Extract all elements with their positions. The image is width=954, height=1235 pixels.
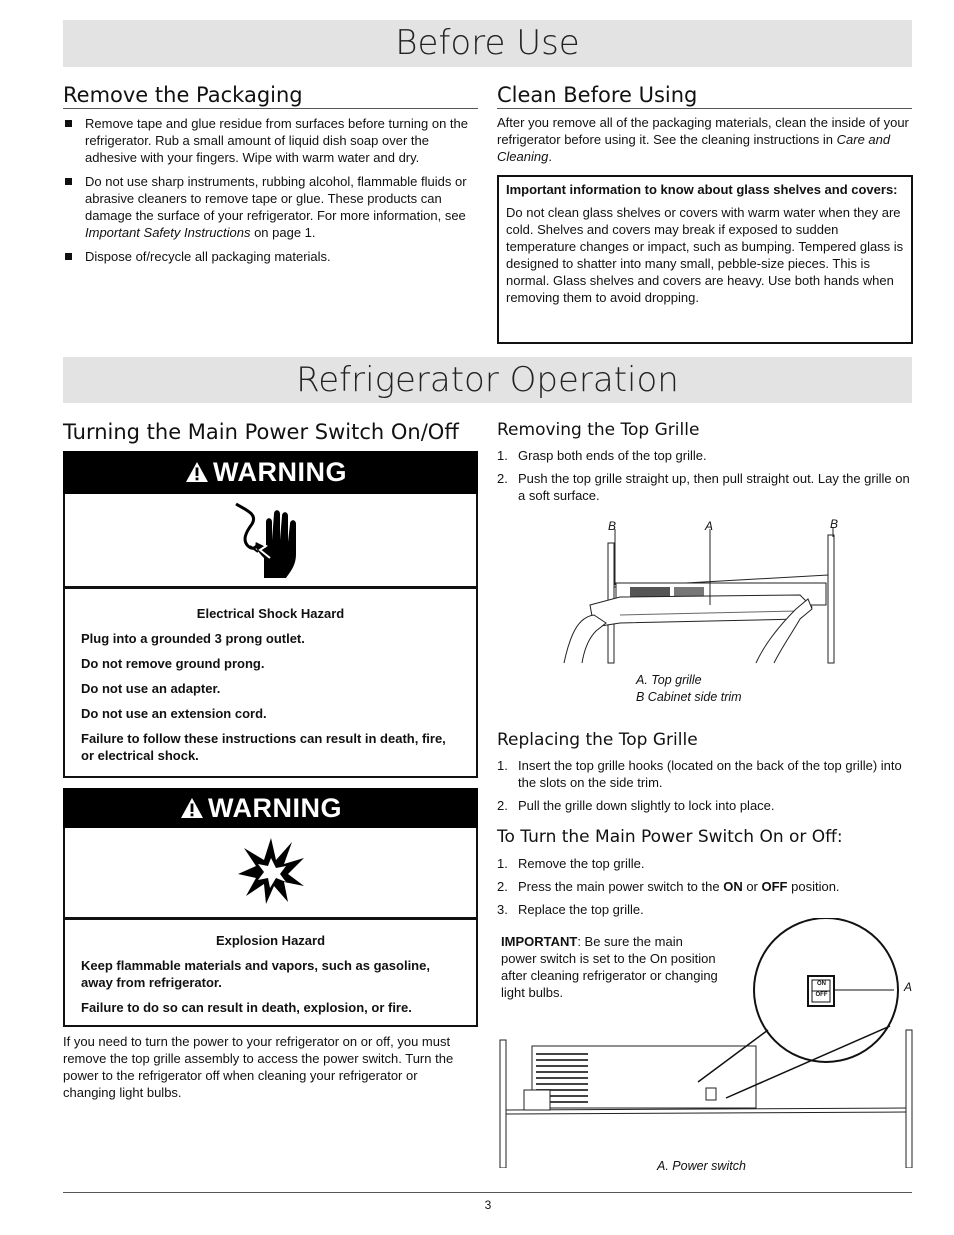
removing-grille-heading: Removing the Top Grille bbox=[497, 420, 700, 440]
electrical-shock-icon bbox=[224, 500, 300, 580]
list-item bbox=[497, 470, 915, 504]
list-item bbox=[497, 855, 915, 872]
operation-title: Refrigerator Operation bbox=[63, 357, 912, 403]
step-text: Pull the grille down slightly to lock into place. bbox=[518, 798, 775, 813]
step-number: 1. bbox=[497, 856, 508, 871]
bullet-text: Dispose of/recycle all packaging materials. bbox=[85, 249, 331, 264]
switch-off-label: OFF bbox=[815, 992, 828, 998]
power-switch-heading: Turning the Main Power Switch On/Off bbox=[63, 420, 459, 444]
safety-instructions-ref: Important Safety Instructions bbox=[85, 225, 251, 240]
label-power-switch-a: A bbox=[904, 980, 913, 994]
step-number: 2. bbox=[497, 471, 508, 486]
step-number: 2. bbox=[497, 798, 508, 813]
shock-line: Plug into a grounded 3 prong outlet. bbox=[81, 631, 305, 646]
list-item bbox=[63, 173, 481, 241]
explosion-hazard-title: Explosion Hazard bbox=[215, 933, 326, 948]
caption-power-switch: A. Power switch bbox=[657, 1159, 746, 1173]
caption-top-grille: A. Top grille bbox=[636, 673, 702, 687]
replacing-steps bbox=[497, 757, 915, 820]
clean-text bbox=[497, 114, 915, 165]
glass-box-text: Do not clean glass shelves or covers with warm water when they are cold. Shelves and covers may break if exposed to sudden temperature changes or impact, such as bumping. Tempered glass is designed to shatter into many small, pebble-size pieces. This is normal. Glass shelves and covers are heavy. Use both hands when removing them to avoid dropping. bbox=[506, 205, 904, 305]
clean-body: After you remove all of the packaging materials, clean the inside of your refrigerator before using it. See the cleaning instructions in bbox=[497, 115, 909, 147]
step-text: Grasp both ends of the top grille. bbox=[518, 448, 707, 463]
important-text: : Be sure the main power switch is set to the On position after cleaning refrigerator or changing light bulbs. bbox=[501, 934, 718, 1000]
shock-line: Failure to follow these instructions can result in death, fire, or electrical shock. bbox=[81, 731, 446, 763]
list-item bbox=[63, 248, 481, 265]
shock-line: Do not use an adapter. bbox=[81, 681, 221, 696]
explosion-line: Failure to do so can result in death, explosion, or fire. bbox=[81, 1000, 412, 1015]
bullet-tail: on page 1. bbox=[250, 225, 316, 240]
removing-steps bbox=[497, 447, 915, 510]
care-cleaning-ref: Care and Cleaning bbox=[497, 132, 891, 164]
shock-line: Do not use an extension cord. bbox=[81, 706, 267, 721]
label-a: A bbox=[705, 519, 714, 533]
bullet-text: Do not use sharp instruments, rubbing alcohol, flammable fluids or abrasive cleaners to remove tape or glue. These products can damage the surface of your refrigerator. For more information, see bbox=[85, 174, 467, 223]
shock-hazard-title: Electrical Shock Hazard bbox=[196, 606, 345, 621]
list-item bbox=[497, 901, 915, 918]
clean-before-using-heading: Clean Before Using bbox=[497, 82, 912, 109]
bullet-text: Remove tape and glue residue from surfaces before turning on the refrigerator. Rub a small amount of liquid dish soap over the adhesive with your fingers. Wipe with warm water and dry. bbox=[85, 116, 469, 165]
warning-triangle-icon bbox=[185, 453, 209, 495]
switch-on-label: ON bbox=[817, 981, 826, 987]
warning-label: WARNING bbox=[213, 457, 347, 487]
power-text: If you need to turn the power to your refrigerator on or off, you must remove the top grille assembly to access the power switch. Turn the power to the refrigerator off when cleaning your refrigerator or changing light bulbs. bbox=[63, 1034, 454, 1100]
step-number: 2. bbox=[497, 879, 508, 894]
explosion-icon bbox=[236, 836, 306, 906]
glass-info-box bbox=[497, 175, 913, 344]
warning-header bbox=[63, 788, 478, 828]
caption-side-trim: B Cabinet side trim bbox=[636, 690, 742, 704]
warning-header bbox=[63, 451, 478, 494]
list-item bbox=[497, 757, 915, 791]
page-number: 3 bbox=[484, 1198, 492, 1212]
replacing-grille-heading: Replacing the Top Grille bbox=[497, 730, 698, 750]
list-item bbox=[497, 878, 915, 895]
list-item bbox=[497, 797, 915, 814]
top-grille-illustration bbox=[560, 515, 850, 665]
step-text: Replace the top grille. bbox=[518, 902, 644, 917]
shock-lines bbox=[81, 630, 460, 764]
explosion-line: Keep flammable materials and vapors, such as gasoline, away from refrigerator. bbox=[81, 958, 430, 990]
step-number: 1. bbox=[497, 448, 508, 463]
packaging-list bbox=[63, 115, 481, 272]
label-b-right: B bbox=[830, 517, 839, 531]
step-text: Push the top grille straight up, then pull straight out. Lay the grille on a soft surface. bbox=[518, 471, 910, 503]
warning-shock-body bbox=[63, 587, 478, 778]
explosion-lines bbox=[81, 957, 460, 1016]
remove-packaging-heading: Remove the Packaging bbox=[63, 82, 478, 109]
warning-triangle-icon bbox=[180, 790, 204, 830]
shock-line: Do not remove ground prong. bbox=[81, 656, 265, 671]
step-text: Press the main power switch to the bbox=[518, 879, 724, 894]
step-text-tail: position. bbox=[787, 879, 840, 894]
off-word: OFF bbox=[761, 879, 788, 894]
step-number: 3. bbox=[497, 902, 508, 917]
label-b-left: B bbox=[608, 519, 617, 533]
important-label: IMPORTANT bbox=[501, 934, 578, 949]
step-number: 1. bbox=[497, 758, 508, 773]
turn-switch-heading: To Turn the Main Power Switch On or Off: bbox=[497, 827, 843, 847]
step-text: Remove the top grille. bbox=[518, 856, 645, 871]
step-text: Insert the top grille hooks (located on the back of the top grille) into the slots on the side trim. bbox=[518, 758, 902, 790]
warning-explosion-body bbox=[63, 918, 478, 1027]
switch-steps bbox=[497, 855, 915, 924]
glass-box-title: Important information to know about glass shelves and covers: bbox=[506, 182, 898, 197]
clean-tail: . bbox=[548, 149, 552, 164]
power-switch-illustration bbox=[496, 918, 916, 1168]
footer-rule bbox=[63, 1192, 912, 1193]
list-item bbox=[497, 447, 915, 464]
on-word: ON bbox=[723, 879, 743, 894]
or-word: or bbox=[742, 879, 762, 894]
warning-label: WARNING bbox=[208, 793, 342, 823]
list-item bbox=[63, 115, 481, 166]
before-use-title: Before Use bbox=[63, 20, 912, 67]
